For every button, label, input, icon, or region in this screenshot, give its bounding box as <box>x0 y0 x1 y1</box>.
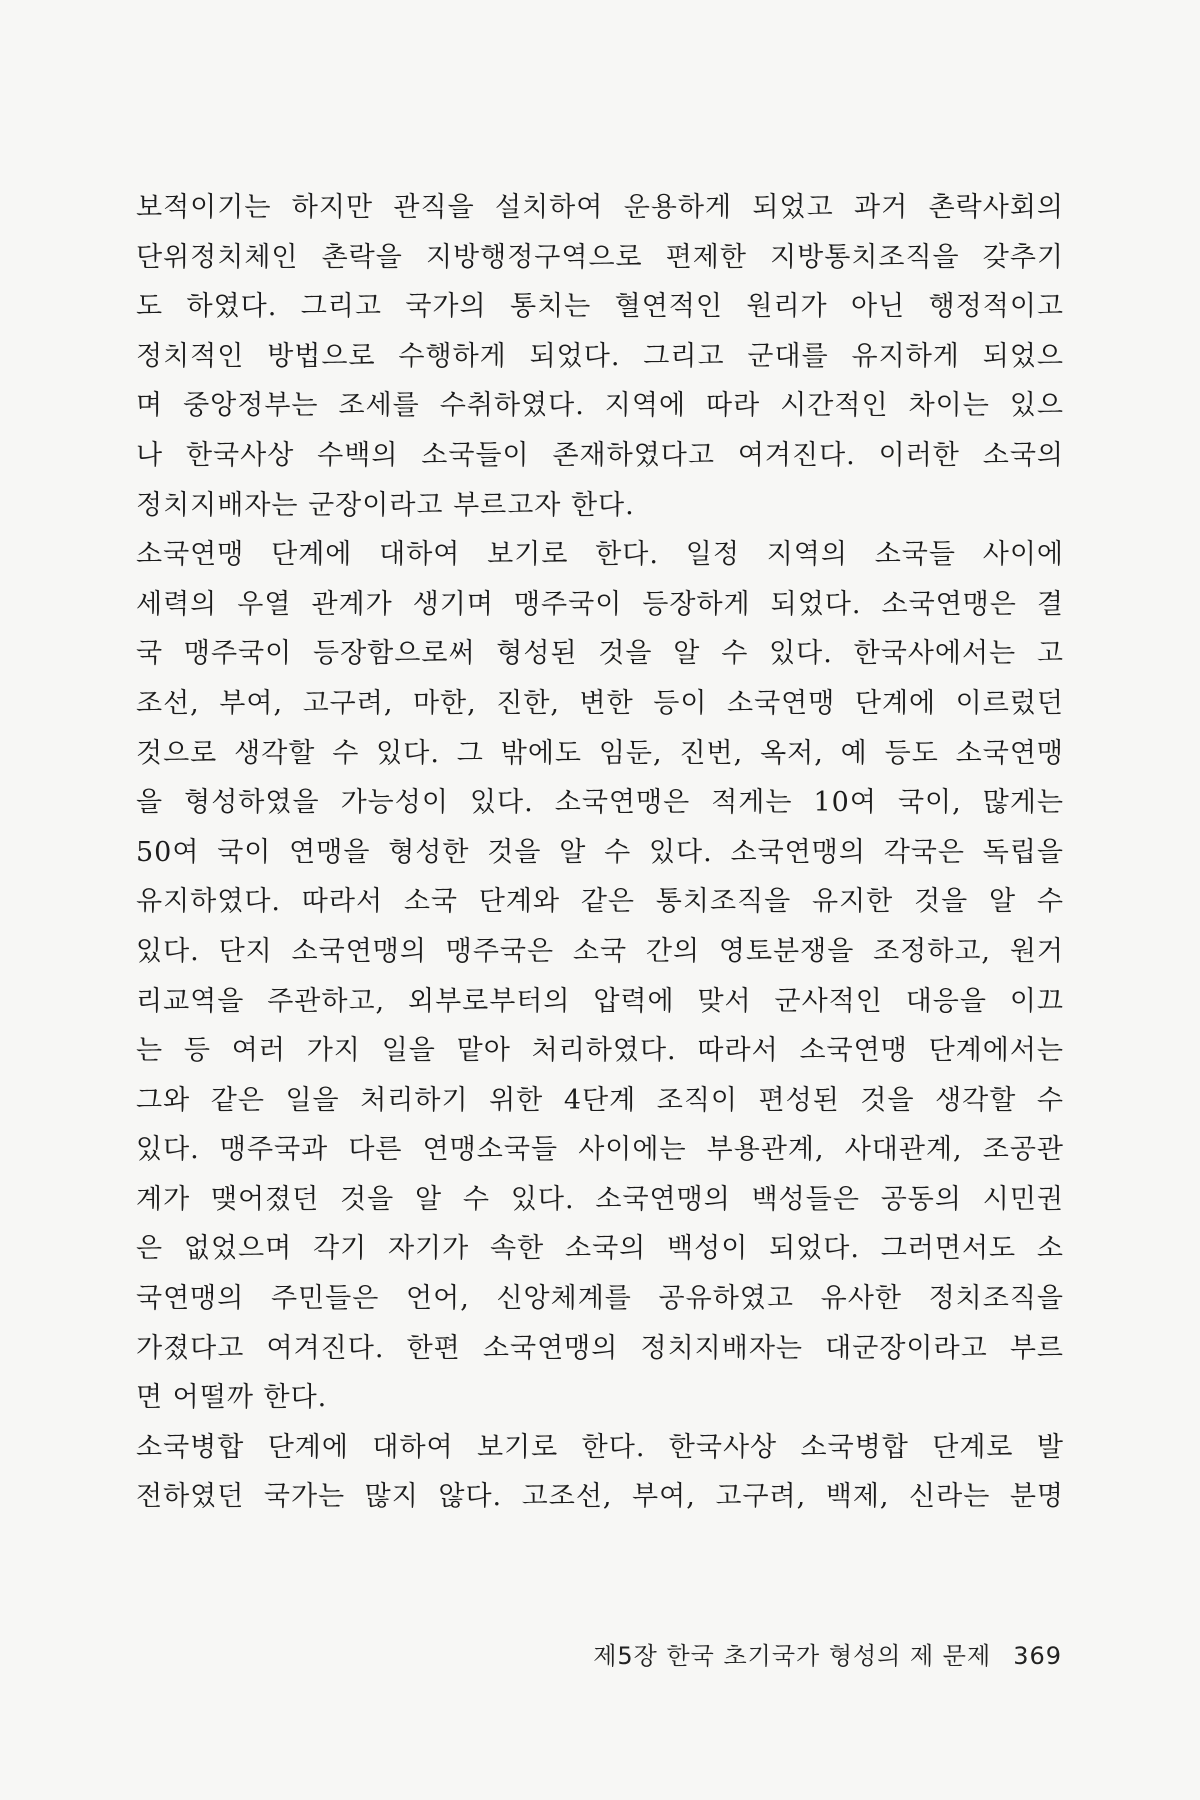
text-line: 나 한국사상 수백의 소국들이 존재하였다고 여겨진다. 이러한 소국의 <box>136 439 1064 471</box>
text-line: 정치적인 방법으로 수행하게 되었다. 그리고 군대를 유지하게 되었으 <box>136 340 1064 372</box>
text-line: 유지하였다. 따라서 소국 단계와 같은 통치조직을 유지한 것을 알 수 <box>136 886 1064 918</box>
chapter-title: 제5장 한국 초기국가 형성의 제 문제 <box>593 1642 992 1670</box>
text-line: 는 등 여러 가지 일을 맡아 처리하였다. 따라서 소국연맹 단계에서는 <box>136 1035 1064 1067</box>
text-line: 은 없었으며 각기 자기가 속한 소국의 백성이 되었다. 그러면서도 소 <box>136 1233 1064 1265</box>
running-footer <box>593 1636 1062 1671</box>
text-line: 소국연맹 단계에 대하여 보기로 한다. 일정 지역의 소국들 사이에 <box>136 539 1064 571</box>
text-line: 정치지배자는 군장이라고 부르고자 한다. <box>136 489 635 521</box>
page-number: 369 <box>1013 1642 1062 1670</box>
text-line: 전하였던 국가는 많지 않다. 고조선, 부여, 고구려, 백제, 신라는 분명 <box>136 1481 1064 1513</box>
text-line: 조선, 부여, 고구려, 마한, 진한, 변한 등이 소국연맹 단계에 이르렀던 <box>136 687 1064 719</box>
text-line: 있다. 단지 소국연맹의 맹주국은 소국 간의 영토분쟁을 조정하고, 원거 <box>136 935 1064 967</box>
text-line: 소국병합 단계에 대하여 보기로 한다. 한국사상 소국병합 단계로 발 <box>136 1431 1064 1463</box>
text-line: 국 맹주국이 등장함으로써 형성된 것을 알 수 있다. 한국사에서는 고 <box>136 638 1064 670</box>
text-line: 도 하였다. 그리고 국가의 통치는 혈연적인 원리가 아닌 행정적이고 <box>136 291 1064 323</box>
text-line: 국연맹의 주민들은 언어, 신앙체계를 공유하였고 유사한 정치조직을 <box>136 1283 1064 1315</box>
text-line: 며 중앙정부는 조세를 수취하였다. 지역에 따라 시간적인 차이는 있으 <box>136 390 1064 422</box>
text-line: 리교역을 주관하고, 외부로부터의 압력에 맞서 군사적인 대응을 이끄 <box>136 985 1064 1017</box>
paragraph-2 <box>136 530 1064 1423</box>
text-line: 을 형성하였을 가능성이 있다. 소국연맹은 적게는 10여 국이, 많게는 <box>136 787 1064 819</box>
text-line: 것으로 생각할 수 있다. 그 밖에도 임둔, 진번, 옥저, 예 등도 소국연맹 <box>136 737 1064 769</box>
text-line: 50여 국이 연맹을 형성한 것을 알 수 있다. 소국연맹의 각국은 독립을 <box>136 836 1064 868</box>
text-line: 가졌다고 여겨진다. 한편 소국연맹의 정치지배자는 대군장이라고 부르 <box>136 1332 1064 1364</box>
text-line: 계가 맺어졌던 것을 알 수 있다. 소국연맹의 백성들은 공동의 시민권 <box>136 1183 1064 1215</box>
paragraph-3 <box>136 1423 1064 1522</box>
text-line: 보적이기는 하지만 관직을 설치하여 운용하게 되었고 과거 촌락사회의 <box>136 192 1064 223</box>
text-line: 세력의 우열 관계가 생기며 맹주국이 등장하게 되었다. 소국연맹은 결 <box>136 588 1064 620</box>
paragraph-1 <box>136 183 1064 530</box>
text-line: 그와 같은 일을 처리하기 위한 4단계 조직이 편성된 것을 생각할 수 <box>136 1084 1064 1116</box>
text-line: 면 어떨까 한다. <box>136 1382 328 1414</box>
text-line: 단위정치체인 촌락을 지방행정구역으로 편제한 지방통치조직을 갖추기 <box>136 241 1064 273</box>
body-text <box>136 183 1064 1522</box>
text-line: 있다. 맹주국과 다른 연맹소국들 사이에는 부용관계, 사대관계, 조공관 <box>136 1134 1064 1166</box>
